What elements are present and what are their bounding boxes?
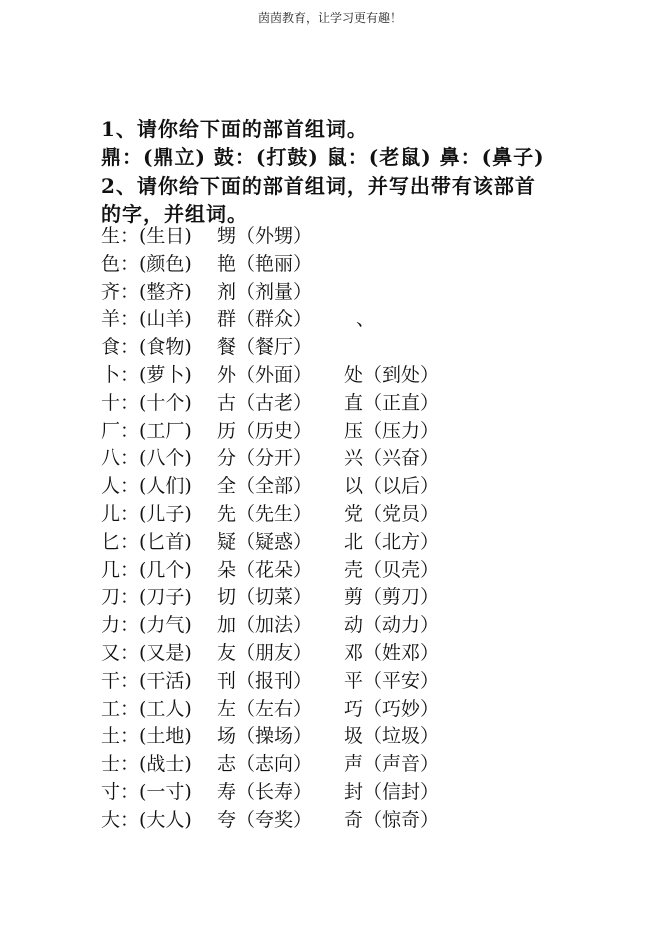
derived-word-1: 分（分开） [217, 447, 313, 470]
derived-word-2: 动（动力） [344, 614, 440, 637]
derived-word-1: 左（左右） [217, 697, 313, 720]
radical-word: 八：(八个) [101, 447, 192, 470]
radical-word: 干：(干活) [101, 669, 192, 692]
radical-word: 土：(土地) [101, 725, 192, 748]
derived-word-1: 切（切菜） [217, 586, 313, 609]
derived-word-2: 壳（贝壳） [344, 558, 440, 581]
derived-word-1: 加（加法） [217, 614, 313, 637]
derived-word-1: 群（群众） [217, 308, 313, 331]
derived-word-1: 友（朋友） [217, 642, 313, 664]
radical-word: 色：(颜色) [101, 252, 192, 275]
radical-word: 十：(十个) [101, 391, 192, 414]
question-1-title: 1、请你给下面的部首组词。 [101, 117, 368, 141]
radical-word: 齐：(整齐) [101, 280, 192, 303]
derived-word-1: 朵（花朵） [217, 558, 313, 581]
derived-word-1: 夸（夸奖） [217, 808, 313, 831]
radical-word: 卜：(萝卜) [101, 364, 192, 386]
derived-word-1: 先（先生） [217, 503, 313, 525]
derived-word-2: 邓（姓邓） [344, 642, 440, 664]
derived-word-1: 历（历史） [217, 419, 313, 442]
derived-word-1: 全（全部） [217, 475, 313, 498]
question-1-answer: 鼎：(鼎立) 鼓：(打鼓) 鼠：(老鼠) 鼻：(鼻子) [101, 145, 545, 169]
radical-word: 羊：(山羊) [101, 308, 192, 331]
derived-word-1: 古（古老） [217, 391, 313, 414]
derived-word-2: 巧（巧妙） [344, 697, 440, 720]
derived-word-2: 兴（兴奋） [344, 447, 440, 470]
radical-word: 人：(人们) [101, 475, 192, 498]
derived-word-1: 疑（疑惑） [217, 530, 313, 553]
radical-word: 匕：(匕首) [101, 530, 192, 553]
derived-word-2: 直（正直） [344, 391, 440, 414]
derived-word-2: 奇（惊奇） [344, 808, 440, 831]
radical-word: 食：(食物) [101, 336, 192, 359]
derived-word-2: 封（信封） [344, 781, 440, 803]
derived-word-1: 刊（报刊） [217, 669, 313, 692]
radical-word: 生：(生日) [101, 225, 192, 247]
derived-word-2: 剪（剪刀） [344, 586, 440, 609]
radical-word: 力：(力气) [101, 614, 192, 637]
derived-word-2: 北（北方） [344, 530, 440, 553]
derived-word-2: 党（党员） [344, 503, 440, 525]
radical-word: 儿：(儿子) [101, 503, 192, 525]
derived-word-2: 声（声音） [344, 753, 440, 776]
derived-word-1: 外（外面） [217, 364, 313, 386]
derived-word-2: 处（到处） [344, 364, 440, 386]
derived-word-1: 艳（艳丽） [217, 252, 313, 275]
derived-word-1: 场（操场） [217, 725, 313, 748]
derived-word-1: 剂（剂量） [217, 280, 313, 303]
derived-word-1: 餐（餐厅） [217, 336, 313, 359]
radical-word: 大：(大人) [101, 808, 192, 831]
derived-word-2: 以（以后） [344, 475, 440, 498]
radical-word: 厂：(工厂) [101, 419, 192, 442]
radical-word: 工：(工人) [101, 697, 192, 720]
derived-word-1: 志（志向） [217, 753, 313, 776]
question-2-title-line2: 的字，并组词。 [101, 202, 248, 226]
derived-word-2: 压（压力） [344, 419, 440, 442]
radical-word: 又：(又是) [101, 642, 192, 664]
derived-word-2: 平（平安） [344, 669, 440, 692]
page-header: 茵茵教育，让学习更有趣！ [257, 11, 402, 25]
derived-word-1: 寿（长寿） [217, 781, 313, 803]
radical-word: 刀：(刀子) [101, 586, 192, 609]
radical-word: 几：(几个) [101, 558, 192, 581]
derived-word-2: 、 [356, 308, 376, 331]
derived-word-2: 圾（垃圾） [344, 725, 440, 748]
question-2-title-line1: 2、请你给下面的部首组词，并写出带有该部首 [101, 174, 536, 198]
radical-word: 寸：(一寸) [101, 781, 192, 803]
radical-word: 士：(战士) [101, 753, 192, 776]
derived-word-1: 甥（外甥） [217, 225, 313, 247]
